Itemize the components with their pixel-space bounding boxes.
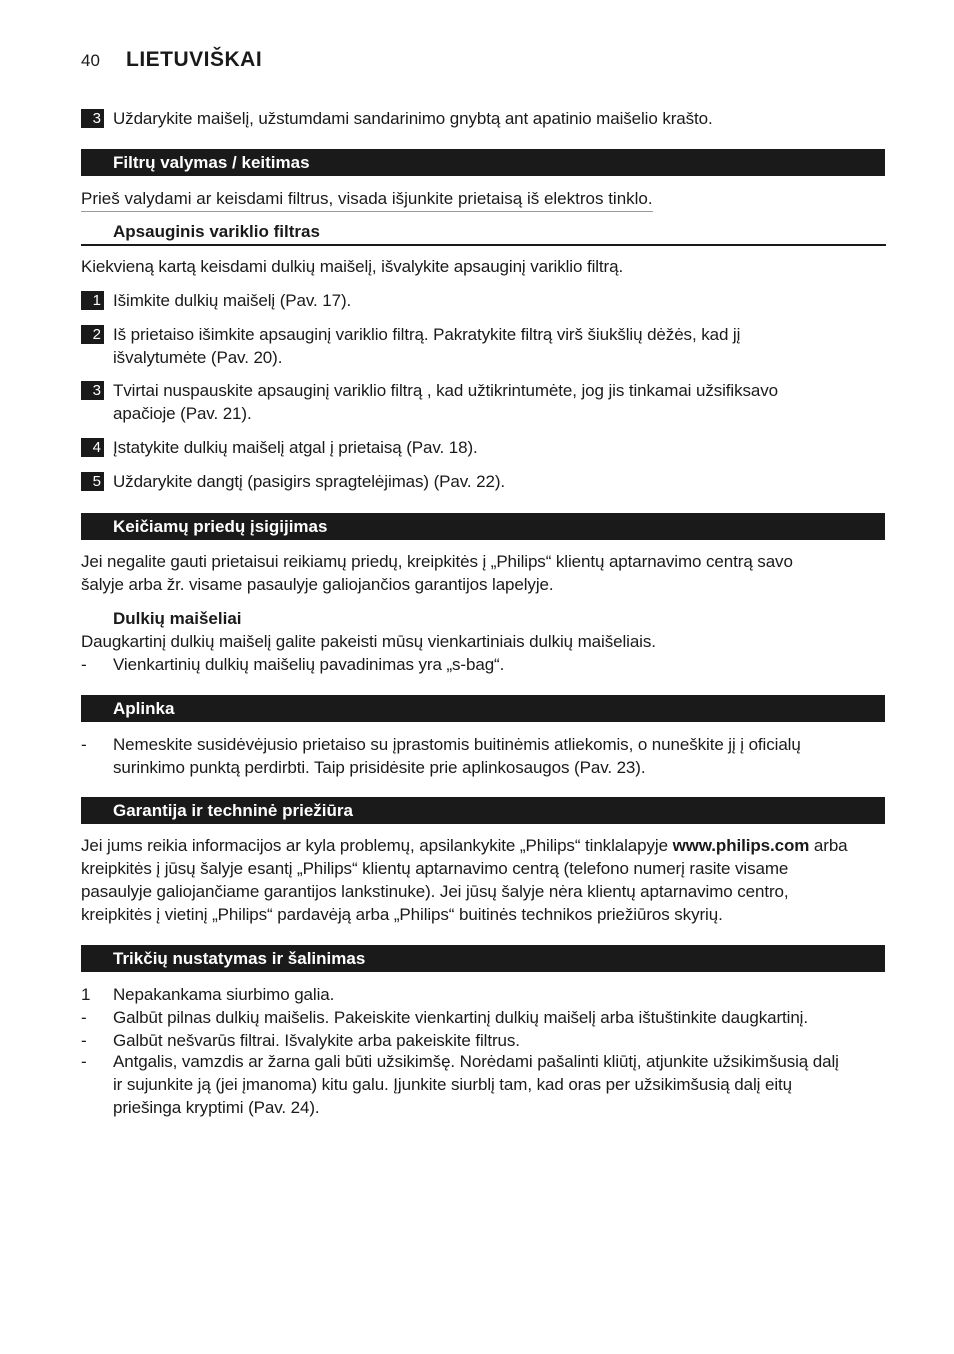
bullet-text: Galbūt pilnas dulkių maišelis. Pakeiskite vienkartinį dulkių maišelį arba ištuštinkite daugkartinį.	[113, 1008, 808, 1027]
paragraph-text: arba	[809, 836, 848, 855]
bullet-text-line: priešinga kryptimi (Pav. 24).	[113, 1098, 320, 1117]
website-link[interactable]: www.philips.com	[672, 836, 810, 855]
paragraph-text: Jei jums reikia informacijos ar kyla problemų, apsilankykite „Philips“ tinklalapyje	[81, 836, 673, 855]
subhead-motor-filter: Apsauginis variklio filtras	[113, 222, 320, 241]
step-number-badge: 3	[81, 109, 104, 128]
section-title-troubleshooting: Trikčių nustatymas ir šalinimas	[81, 945, 885, 972]
bullet-text-line: Antgalis, vamzdis ar žarna gali būti užsikimšę. Norėdami pašalinti kliūtį, atjunkite užsikimšusią dalį	[113, 1052, 839, 1071]
paragraph-line: Daugkartinį dulkių maišelį galite pakeisti mūsų vienkartiniais dulkių maišeliais.	[81, 632, 656, 651]
step-text-line: apačioje (Pav. 21).	[113, 404, 252, 423]
step-text: Uždarykite dangtį (pasigirs spragtelėjimas) (Pav. 22).	[113, 472, 506, 491]
step-number-badge: 5	[81, 472, 104, 491]
bullet-text: Vienkartinių dulkių maišelių pavadinimas yra „s-bag“.	[113, 655, 505, 674]
bullet-dash: -	[81, 1008, 87, 1027]
bullet-dash: -	[81, 1031, 87, 1050]
bullet-text-line: ir sujunkite ją (jei įmanoma) kitu galu. Įjunkite siurblį tam, kad oras per užsikimšusią dalį eitų	[113, 1075, 792, 1094]
paragraph-line: kreipkitės į vietinį „Philips“ pardavėją arba „Philips“ buitinės technikos priežiūros skyrių.	[81, 905, 723, 924]
bullet-text-line: Nemeskite susidėvėjusio prietaiso su įprastomis buitinėmis atliekomis, o nuneškite jį į oficialų	[113, 735, 801, 754]
paragraph-line	[81, 834, 887, 857]
list-item: Nepakankama siurbimo galia.	[113, 985, 335, 1004]
step-text-line: Tvirtai nuspauskite apsauginį variklio filtrą , kad užtikrintumėte, jog jis tinkamai užsifiksavo	[113, 381, 779, 400]
paragraph-line: pasaulyje galiojančiame garantijos lankstinuke). Jei jūsų šalyje nėra klientų aptarnavimo centro,	[81, 882, 789, 901]
bullet-dash: -	[81, 735, 87, 754]
step-text: Uždarykite maišelį, užstumdami sandarinimo gnybtą ant apatinio maišelio krašto.	[113, 109, 713, 128]
language-heading: LIETUVIŠKAI	[126, 48, 263, 71]
section-title-accessories: Keičiamų priedų įsigijimas	[81, 513, 885, 540]
step-number-badge: 1	[81, 291, 104, 310]
subhead-dust-bags: Dulkių maišeliai	[113, 609, 242, 628]
section-title-environment: Aplinka	[81, 695, 885, 722]
step-text: Išimkite dulkių maišelį (Pav. 17).	[113, 291, 352, 310]
bullet-text-line: surinkimo punktą perdirbti. Taip prisidėsite prie aplinkosaugos (Pav. 23).	[113, 758, 646, 777]
paragraph-line: Jei negalite gauti prietaisui reikiamų priedų, kreipkitės į „Philips“ klientų aptarnavimo centrą savo	[81, 552, 793, 571]
step-text-line: Iš prietaiso išimkite apsauginį variklio filtrą. Pakratykite filtrą virš šiukšlių dėžės, kad jį	[113, 325, 741, 344]
step-number-badge: 2	[81, 325, 104, 344]
page-number: 40	[81, 51, 100, 70]
paragraph-line: kreipkitės į jūsų šalyje esantį „Philips“ klientų aptarnavimo centrą (telefono numerį rasite visame	[81, 859, 789, 878]
step-text-line: išvalytumėte (Pav. 20).	[113, 348, 283, 367]
step-number-badge: 3	[81, 381, 104, 400]
section-title-warranty: Garantija ir techninė priežiūra	[81, 797, 885, 824]
subhead-rule	[81, 244, 886, 246]
step-number-badge: 4	[81, 438, 104, 457]
section-title-filters: Filtrų valymas / keitimas	[81, 149, 885, 176]
warning-text: Prieš valydami ar keisdami filtrus, visada išjunkite prietaisą iš elektros tinklo.	[81, 187, 653, 212]
step-text: Įstatykite dulkių maišelį atgal į prietaisą (Pav. 18).	[113, 438, 478, 457]
paragraph-line: šalyje arba žr. visame pasaulyje galiojančios garantijos lapelyje.	[81, 575, 554, 594]
bullet-dash: -	[81, 655, 87, 674]
bullet-dash: -	[81, 1052, 87, 1071]
filters-intro: Kiekvieną kartą keisdami dulkių maišelį, išvalykite apsauginį variklio filtrą.	[81, 257, 624, 276]
list-number: 1	[81, 985, 91, 1004]
bullet-text: Galbūt nešvarūs filtrai. Išvalykite arba pakeiskite filtrus.	[113, 1031, 520, 1050]
